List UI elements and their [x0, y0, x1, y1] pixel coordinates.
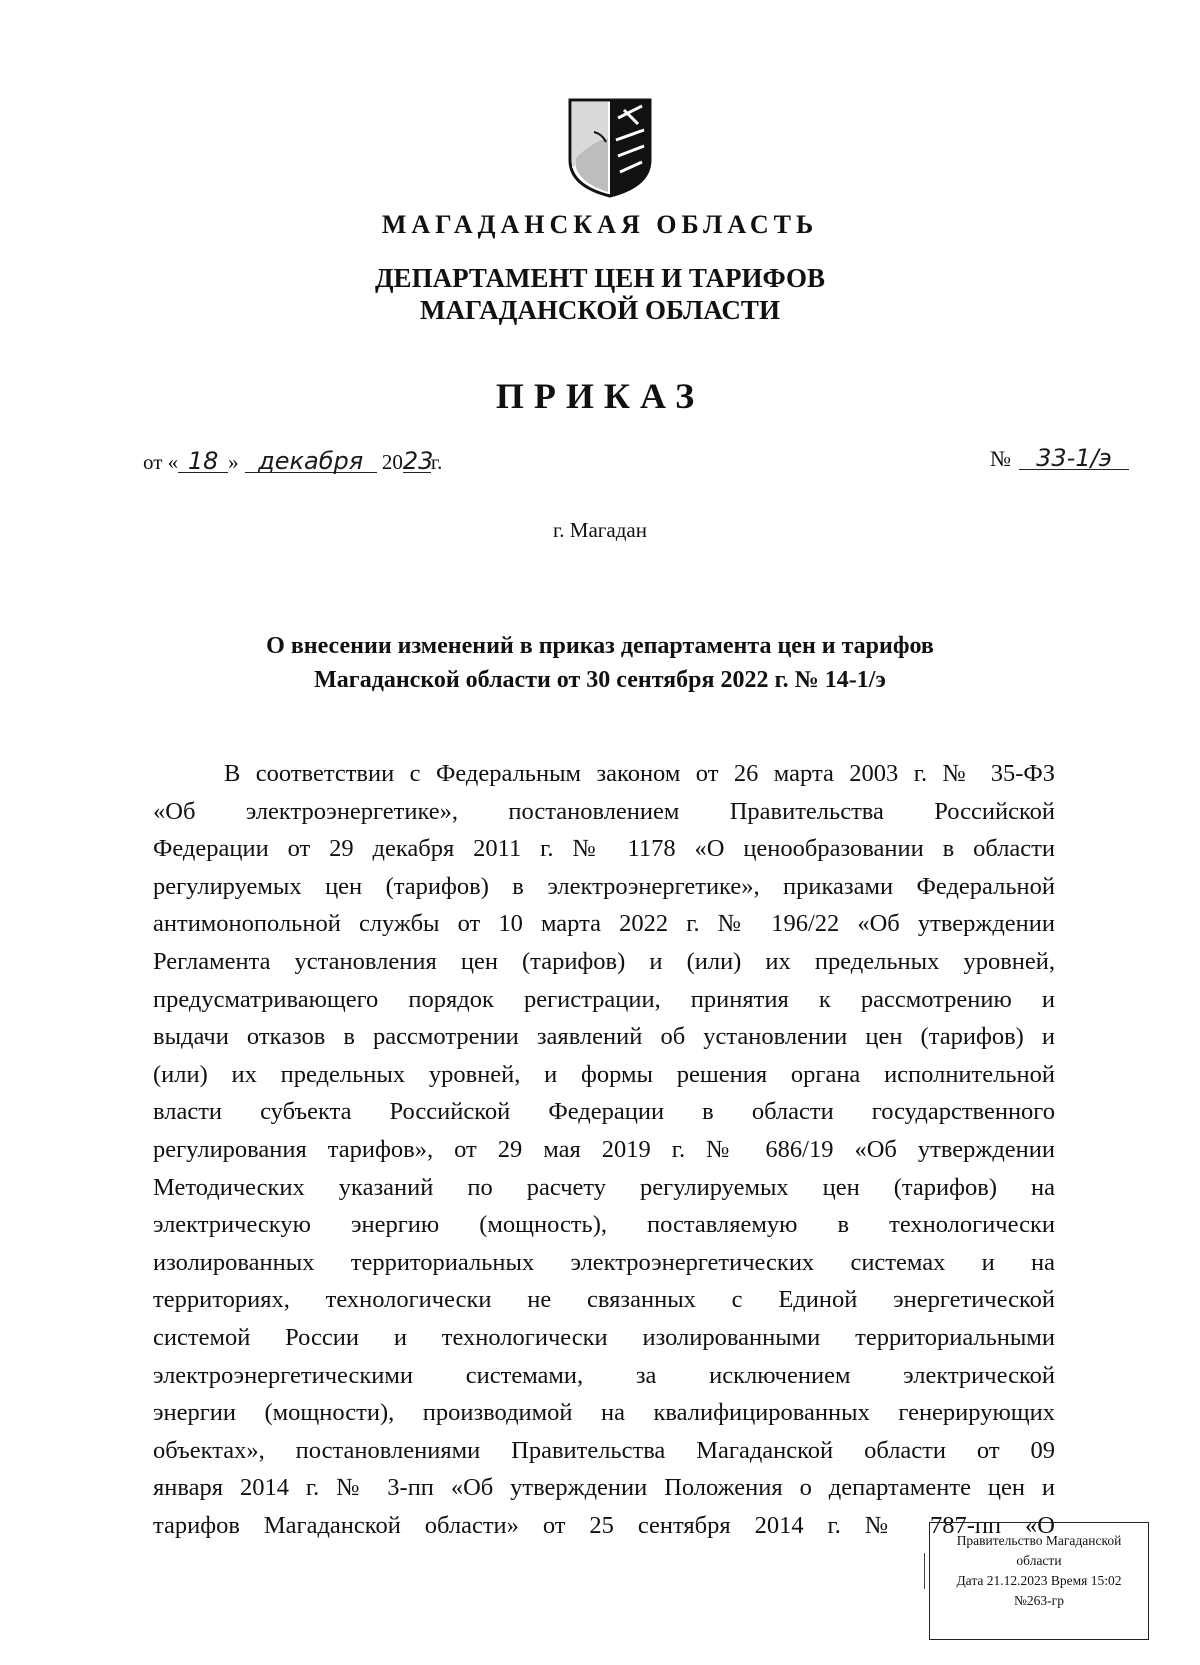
- body-line: тарифов Магаданской области» от 25 сентября 2014 г. № 787-пп «О: [153, 1511, 1055, 1539]
- number-value: 33-1/э: [1019, 447, 1129, 470]
- number-prefix: №: [990, 446, 1011, 471]
- body-line: изолированных территориальных электроэнергетических системах и на: [153, 1248, 1055, 1276]
- subject-line-2: Магаданской области от 30 сентября 2022 г. № 14-1/э: [314, 667, 886, 693]
- date-day: 18: [178, 450, 228, 473]
- body-line: электроэнергетическими системами, за исключением электрической: [153, 1361, 1055, 1389]
- body-line: регулируемых цен (тарифов) в электроэнергетике», приказами Федеральной: [153, 872, 1055, 900]
- body-line: Регламента установления цен (тарифов) и (или) их предельных уровней,: [153, 947, 1055, 975]
- subject-line-1: О внесении изменений в приказ департамента цен и тарифов: [266, 633, 934, 659]
- date-year-prefix: 20: [381, 450, 403, 474]
- body-line: Методических указаний по расчету регулируемых цен (тарифов) на: [153, 1173, 1055, 1201]
- body-line: «Об электроэнергетике», постановлением Правительства Российской: [153, 797, 1055, 825]
- stamp-line-3: Дата 21.12.2023 Время 15:02: [956, 1573, 1122, 1588]
- stamp-line-4: №263-гр: [1014, 1593, 1064, 1608]
- body-line: Федерации от 29 декабря 2011 г. № 1178 «О ценообразовании в области: [153, 835, 1055, 863]
- city-line: г. Магадан: [553, 518, 647, 542]
- stamp-line-1: Правительство Магаданской: [956, 1533, 1122, 1548]
- body-line: системой России и технологически изолированными территориальными: [153, 1323, 1055, 1351]
- date-suffix: г.: [430, 450, 443, 474]
- order-date: [143, 447, 443, 475]
- body-line: В соответствии с Федеральным законом от 26 марта 2003 г. № 35-ФЗ: [224, 760, 1055, 787]
- stamp-line-2: области: [1016, 1553, 1062, 1568]
- date-year-suffix: 23: [402, 447, 434, 475]
- date-prefix: от «: [143, 450, 179, 474]
- body-line: (или) их предельных уровней, и формы решения органа исполнительной: [153, 1060, 1055, 1088]
- body-line: энергии (мощности), производимой на квалифицированных генерирующих: [153, 1399, 1055, 1427]
- document-type-title: ПРИКАЗ: [495, 376, 705, 416]
- body-line: января 2014 г. № 3-пп «Об утверждении Положения о департаменте цен и: [153, 1474, 1055, 1502]
- coat-of-arms-icon: [568, 98, 652, 198]
- body-line: территориях, технологически не связанных с Единой энергетической: [153, 1286, 1055, 1314]
- department-heading-line1: ДЕПАРТАМЕНТ ЦЕН И ТАРИФОВ: [374, 263, 826, 293]
- stamp-margin-mark: [924, 1553, 925, 1589]
- registration-stamp: [929, 1522, 1149, 1640]
- body-line: объектах», постановлениями Правительства Магаданской области от 09: [153, 1436, 1055, 1464]
- body-line: антимонопольной службы от 10 марта 2022 г. № 196/22 «Об утверждении: [153, 910, 1055, 938]
- body-paragraph: [153, 755, 1055, 1544]
- body-line: регулирования тарифов», от 29 мая 2019 г. № 686/19 «Об утверждении: [153, 1135, 1055, 1163]
- region-heading: МАГАДАНСКАЯ ОБЛАСТЬ: [381, 210, 819, 239]
- date-month: декабря: [245, 450, 377, 473]
- department-heading-line2: МАГАДАНСКОЙ ОБЛАСТИ: [420, 295, 780, 325]
- body-line: выдачи отказов в рассмотрении заявлений об установлении цен (тарифов) и: [153, 1023, 1055, 1051]
- body-line: власти субъекта Российской Федерации в области государственного: [153, 1098, 1055, 1126]
- order-number: [990, 446, 1129, 472]
- date-mid: »: [228, 450, 239, 474]
- body-line: предусматривающего порядок регистрации, принятия к рассмотрению и: [153, 985, 1055, 1013]
- body-line: электрическую энергию (мощность), поставляемую в технологически: [153, 1211, 1055, 1239]
